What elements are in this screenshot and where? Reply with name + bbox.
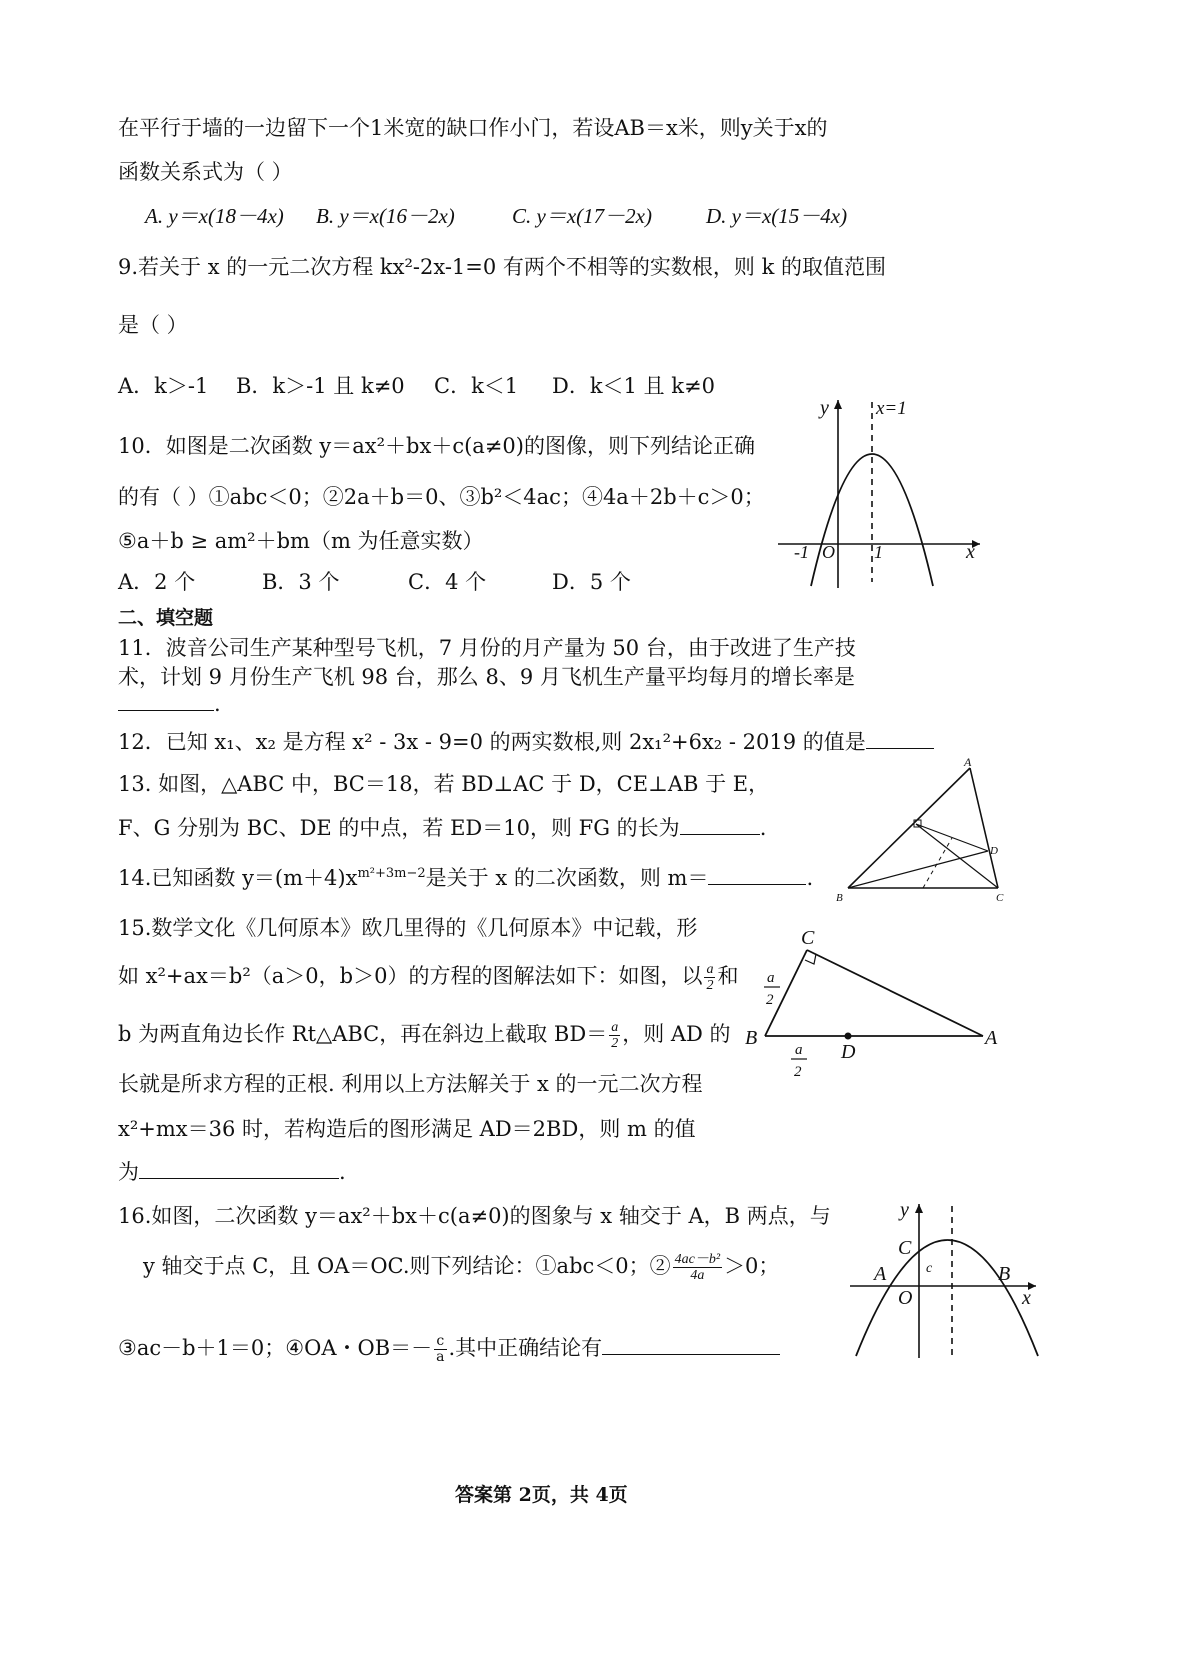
q15-line3: b 为两直角边长作 Rt△ABC，再在斜边上截取 BD＝ $\frac{a}{2}$ ，则 AD 的 bbox=[118, 1020, 731, 1051]
q8-option-a: A. y＝x(18－4x) bbox=[145, 204, 284, 228]
q8-option-d: D. y＝x(15－4x) bbox=[706, 204, 848, 228]
q14-answer-blank[interactable] bbox=[708, 862, 806, 885]
q10-option-c: C．4 个 bbox=[408, 570, 487, 594]
section-2-title: 二、填空题 bbox=[118, 607, 214, 629]
q10-parabola-graph bbox=[770, 392, 990, 592]
q10-tick-neg: -1 bbox=[794, 542, 809, 562]
q13-triangle-figure bbox=[830, 756, 1020, 906]
q16-label-c: c bbox=[926, 1261, 933, 1276]
q13-line1: 13. 如图，△ABC 中，BC＝18，若 BD⊥AC 于 D，CE⊥AB 于 E， bbox=[118, 772, 770, 796]
q10-line1: 10．如图是二次函数 y＝ax²＋bx＋c(a≠0)的图像，则下列结论正确 bbox=[118, 434, 755, 458]
q16-parabola-graph bbox=[850, 1198, 1050, 1363]
q10-line2: 的有（ ）①abc＜0；②2a＋b＝0、③b²＜4ac；④4a＋2b＋c＞0； bbox=[118, 485, 765, 509]
q15-line2: 如 x²+ax＝b²（a＞0，b＞0）的方程的图解法如下：如图，以 $\frac{a}{2}$ 和 bbox=[118, 962, 739, 993]
q15-line1: 15.数学文化《几何原本》欧几里得的《几何原本》中记载，形 bbox=[118, 916, 698, 940]
q16-label-B: B bbox=[998, 1263, 1011, 1285]
q10-y-label: y bbox=[820, 397, 829, 419]
q8-line1: 在平行于墙的一边留下一个1米宽的缺口作小门，若设AB＝x米，则y关于x的 bbox=[118, 116, 828, 140]
q13-label-C: C bbox=[996, 892, 1004, 904]
q15-label-A: A bbox=[985, 1027, 998, 1049]
q10-x-label: x bbox=[966, 541, 975, 563]
q11-answer-blank[interactable]: . bbox=[118, 688, 221, 716]
q16-y-label: y bbox=[900, 1199, 909, 1221]
q14-line1: 14.已知函数 $y=(m+4)x^{m^2+3m-2}$是关于 x 的二次函数，则 m＝ . bbox=[118, 862, 813, 892]
q9-option-c: C．k＜1 bbox=[434, 374, 519, 398]
q15-label-C: C bbox=[801, 927, 815, 949]
q9-option-b: B．k＞-1 且 k≠0 bbox=[236, 374, 405, 398]
q16-label-A: A bbox=[874, 1263, 887, 1285]
q11-line1: 11．波音公司生产某种型号飞机，7 月份的月产量为 50 台，由于改进了生产技 bbox=[118, 636, 856, 660]
q16-answer-blank[interactable] bbox=[602, 1332, 780, 1355]
q9-option-a: A．k＞-1 bbox=[118, 374, 209, 398]
q16-label-O: O bbox=[898, 1287, 913, 1309]
q13-label-B: B bbox=[836, 892, 843, 904]
q8-option-b: B. y＝x(16－2x) bbox=[316, 204, 455, 228]
q16-line1: 16.如图，二次函数 y＝ax²＋bx＋c(a≠0)的图象与 x 轴交于 A，B 两点，与 bbox=[118, 1204, 831, 1228]
q13-label-A: A bbox=[964, 755, 972, 769]
q15-line4: 长就是所求方程的正根. 利用以上方法解关于 x 的一元二次方程 bbox=[118, 1072, 703, 1096]
q16-label-C: C bbox=[898, 1237, 912, 1259]
q13-line2: F、G 分别为 BC、DE 的中点，若 ED＝10，则 FG 的长为 . bbox=[118, 812, 766, 842]
page-footer: 答案第 2页，共 4页 bbox=[455, 1484, 628, 1506]
q15-line5: x²+mx＝36 时，若构造后的图形满足 AD＝2BD，则 m 的值 bbox=[118, 1117, 696, 1141]
q15-right-triangle-figure bbox=[745, 926, 1005, 1096]
q8-option-c: C. y＝x(17－2x) bbox=[512, 204, 652, 228]
q16-line2: y 轴交于点 C，且 OA＝OC.则下列结论：①abc＜0；② $\frac{\text{4ac－b²}}{4a}$ ＞0； bbox=[143, 1252, 780, 1283]
q15-line6: 为 . bbox=[118, 1156, 346, 1186]
q13-answer-blank[interactable] bbox=[680, 812, 760, 835]
q15-label-D: D bbox=[841, 1041, 856, 1063]
q10-axis-label: x=1 bbox=[876, 398, 907, 419]
q15-side-a-den: 2 bbox=[766, 992, 774, 1008]
q10-line3: ⑤a＋b ≥ am²＋bm（m 为任意实数） bbox=[118, 529, 484, 553]
q15-answer-blank[interactable] bbox=[139, 1156, 339, 1179]
q8-line2: 函数关系式为（ ） bbox=[118, 160, 293, 184]
q16-line3: ③ac－b＋1＝0；④OA・OB＝－ $\frac{c}{a}$ .其中正确结论有 bbox=[118, 1332, 780, 1365]
q15-side-a-num: a bbox=[767, 970, 775, 986]
q10-option-a: A．2 个 bbox=[118, 570, 196, 594]
q15-label-B: B bbox=[745, 1027, 758, 1049]
q14-exponent: m²+3m−2 bbox=[357, 866, 426, 881]
q9-option-d: D．k＜1 且 k≠0 bbox=[552, 374, 715, 398]
q9-line1: 9.若关于 x 的一元二次方程 kx²-2x-1=0 有两个不相等的实数根，则 k 的取值范围 bbox=[118, 255, 886, 279]
q10-option-b: B．3 个 bbox=[262, 570, 340, 594]
q10-tick-pos: 1 bbox=[874, 542, 883, 562]
q15-base-a-num: a bbox=[795, 1042, 803, 1058]
q12-line1: 12．已知 x₁、x₂ 是方程 x² - 3x - 9=0 的两实数根,则 2x₁²+6x₂ - 2019 的值是 bbox=[118, 726, 934, 756]
q10-origin: O bbox=[822, 542, 835, 562]
q9-line2: 是（ ） bbox=[118, 313, 188, 337]
q16-x-label: x bbox=[1022, 1287, 1031, 1309]
q11-line2: 术，计划 9 月份生产飞机 98 台，那么 8、9 月飞机生产量平均每月的增长率是 bbox=[118, 665, 855, 689]
q12-answer-blank[interactable] bbox=[866, 726, 934, 749]
q13-label-D: D bbox=[990, 845, 998, 857]
q15-base-a-den: 2 bbox=[794, 1064, 802, 1080]
q10-option-d: D．5 个 bbox=[552, 570, 631, 594]
